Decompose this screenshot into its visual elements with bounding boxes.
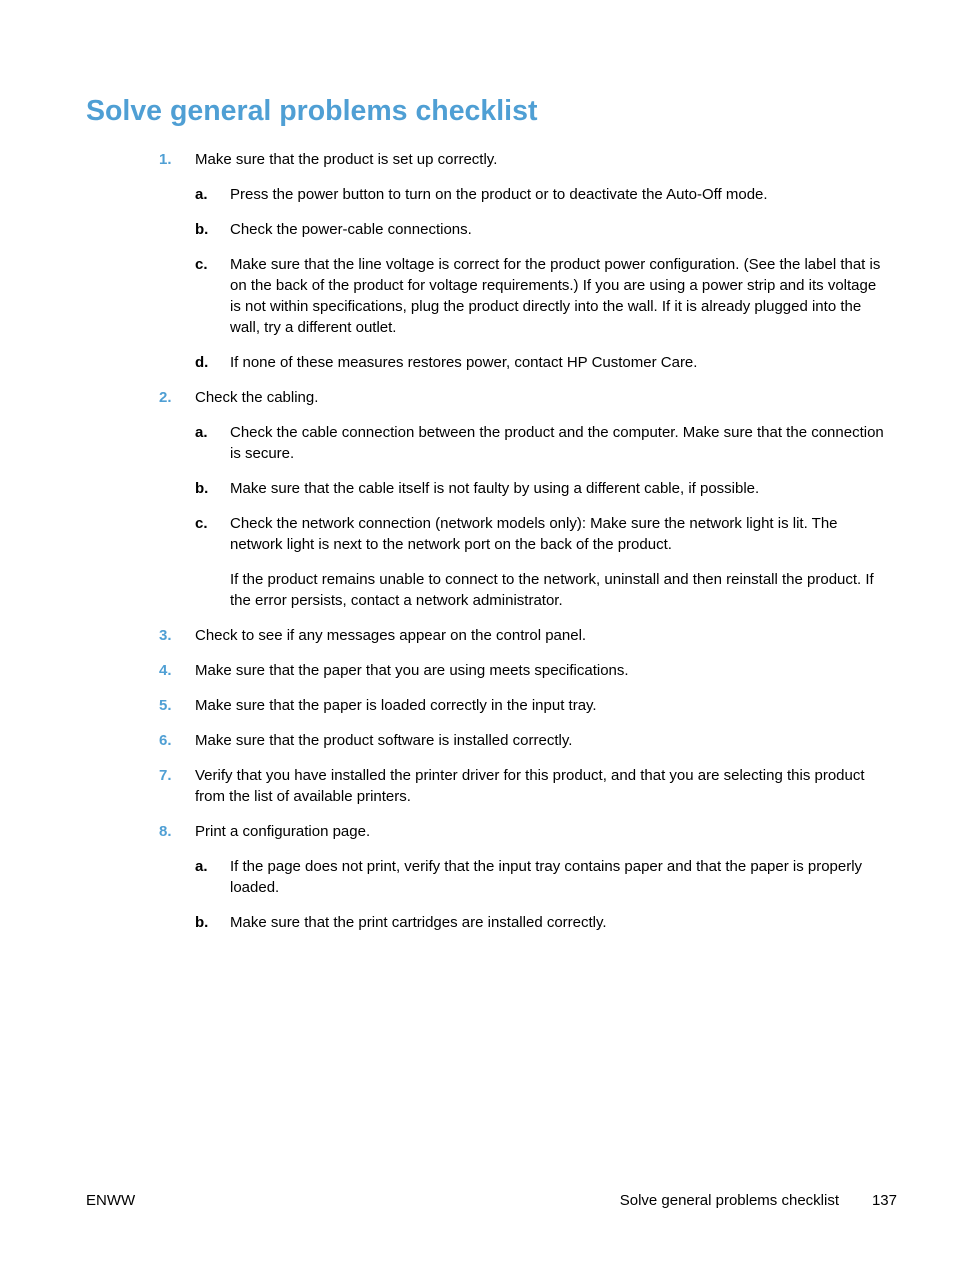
sub-list bbox=[0, 856, 954, 933]
sub-text: Press the power button to turn on the product or to deactivate the Auto-Off mode. bbox=[230, 186, 768, 203]
step-number: 1. bbox=[159, 151, 172, 168]
sub-letter: b. bbox=[195, 221, 209, 238]
footer-enww: ENWW bbox=[86, 1192, 136, 1209]
sub-letter: a. bbox=[195, 424, 208, 441]
step-item bbox=[0, 387, 954, 611]
sub-letter: a. bbox=[195, 858, 208, 875]
step-text: Make sure that the product is set up correctly. bbox=[195, 151, 498, 168]
step-item bbox=[0, 660, 954, 681]
step-number: 5. bbox=[159, 697, 172, 714]
step-number: 7. bbox=[159, 767, 172, 784]
step-number: 4. bbox=[159, 662, 172, 679]
sub-item bbox=[0, 184, 954, 205]
step-item bbox=[0, 730, 954, 751]
sub-text: Make sure that the cable itself is not faulty by using a different cable, if possible. bbox=[230, 480, 760, 497]
step-number: 3. bbox=[159, 627, 172, 644]
step-item bbox=[0, 149, 954, 373]
step-text: Make sure that the product software is installed correctly. bbox=[195, 732, 573, 749]
sub-text: Make sure that the print cartridges are installed correctly. bbox=[230, 914, 607, 931]
sub-text: Check the network connection (network models only): Make sure the network light is lit. The network light is next to the network port on the back of the product. bbox=[230, 515, 838, 553]
step-text: Print a configuration page. bbox=[195, 823, 371, 840]
sub-text: Make sure that the line voltage is correct for the product power configuration. (See the label that is on the back of the product for voltage requirements.) If you are using a power strip and its voltage is not within specifications, plug the product directly into the wall. If it is already plugged into the wall, try a different outlet. bbox=[230, 256, 881, 336]
sub-letter: d. bbox=[195, 354, 209, 371]
sub-item bbox=[0, 912, 954, 933]
step-number: 8. bbox=[159, 823, 172, 840]
sub-item bbox=[0, 513, 954, 611]
step-item bbox=[0, 695, 954, 716]
sub-note: If the product remains unable to connect to the network, uninstall and then reinstall the product. If the error persists, contact a network administrator. bbox=[230, 571, 874, 609]
sub-list bbox=[0, 184, 954, 373]
step-text: Check the cabling. bbox=[195, 389, 319, 406]
sub-item bbox=[0, 352, 954, 373]
sub-letter: b. bbox=[195, 914, 209, 931]
sub-text: If none of these measures restores power, contact HP Customer Care. bbox=[230, 354, 698, 371]
sub-item bbox=[0, 422, 954, 464]
sub-text: Check the power-cable connections. bbox=[230, 221, 472, 238]
step-text: Make sure that the paper is loaded correctly in the input tray. bbox=[195, 697, 597, 714]
sub-text: Check the cable connection between the product and the computer. Make sure that the connection is secure. bbox=[230, 424, 884, 462]
sub-list bbox=[0, 422, 954, 611]
step-text: Check to see if any messages appear on the control panel. bbox=[195, 627, 587, 644]
sub-text: If the page does not print, verify that the input tray contains paper and that the paper is properly loaded. bbox=[230, 858, 863, 896]
page-title: Solve general problems checklist bbox=[86, 95, 538, 127]
step-text: Make sure that the paper that you are using meets specifications. bbox=[195, 662, 629, 679]
sub-item bbox=[0, 478, 954, 499]
checklist bbox=[0, 149, 954, 947]
step-item bbox=[0, 625, 954, 646]
footer-section-title: Solve general problems checklist bbox=[619, 1192, 839, 1209]
step-item bbox=[0, 765, 954, 807]
sub-letter: c. bbox=[195, 256, 208, 273]
sub-letter: c. bbox=[195, 515, 208, 532]
page-number: 137 bbox=[871, 1192, 897, 1209]
sub-letter: a. bbox=[195, 186, 208, 203]
sub-letter: b. bbox=[195, 480, 209, 497]
sub-item bbox=[0, 254, 954, 338]
step-item bbox=[0, 821, 954, 933]
step-number: 2. bbox=[159, 389, 172, 406]
step-number: 6. bbox=[159, 732, 172, 749]
step-text: Verify that you have installed the printer driver for this product, and that you are selecting this product from the list of available printers. bbox=[195, 767, 865, 805]
sub-item bbox=[0, 856, 954, 898]
sub-item bbox=[0, 219, 954, 240]
